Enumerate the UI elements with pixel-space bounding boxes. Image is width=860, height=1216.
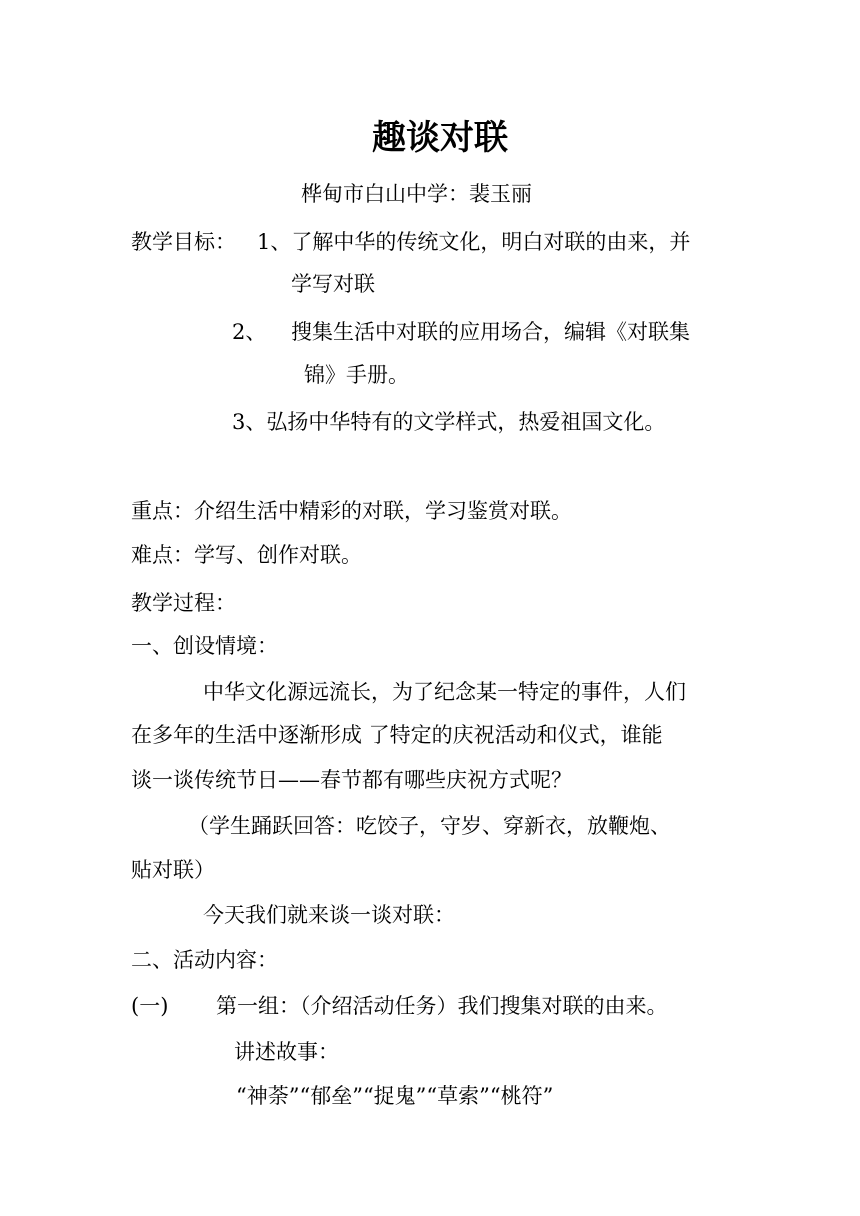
section-2-item-1-number: (一) [131,994,169,1018]
section-2-item-1-text: 第一组：（介绍活动任务）我们搜集对联的由来。 [216,994,668,1018]
difficulty: 难点：学写、创作对联。 [131,543,362,567]
goal-2-line-2: 锦》手册。 [304,363,409,387]
goal-3: 3、弘扬中华特有的文学样式，热爱祖国文化。 [232,410,666,434]
section-1-paragraph-1-line-2: 在多年的生活中逐渐形成 了特定的庆祝活动和仪式，谁能 [131,723,663,747]
section-2-heading: 二、活动内容： [131,948,278,972]
goals-label: 教学目标： [131,230,236,254]
document-title: 趣谈对联 [372,118,508,158]
author-line: 桦甸市白山中学：裴玉丽 [301,182,532,206]
goal-2-number: 2、 [232,320,267,344]
section-1-paragraph-2-line-2: 贴对联） [131,858,215,882]
section-1-paragraph-2-line-1: （学生踊跃回答：吃饺子，守岁、穿新衣，放鞭炮、 [188,814,671,838]
section-1-paragraph-1-line-1: 中华文化源远流长，为了纪念某一特定的事件，人们 [203,680,686,704]
story-label: 讲述故事： [234,1040,339,1064]
section-1-paragraph-3: 今天我们就来谈一谈对联： [203,903,455,927]
key-point: 重点：介绍生活中精彩的对联，学习鉴赏对联。 [131,499,572,523]
goal-2-line-1: 搜集生活中对联的应用场合，编辑《对联集 [291,320,690,344]
story-terms: “神荼”“郁垒”“捉鬼”“草索”“桃符” [236,1084,554,1108]
goal-1-line-2: 学写对联 [291,272,375,296]
section-1-heading: 一、创设情境： [131,634,278,658]
process-label: 教学过程： [131,591,236,615]
section-1-paragraph-1-line-3: 谈一谈传统节日——春节都有哪些庆祝方式呢？ [131,768,572,792]
goal-1-line-1: 1、了解中华的传统文化，明白对联的由来，并 [257,230,691,254]
